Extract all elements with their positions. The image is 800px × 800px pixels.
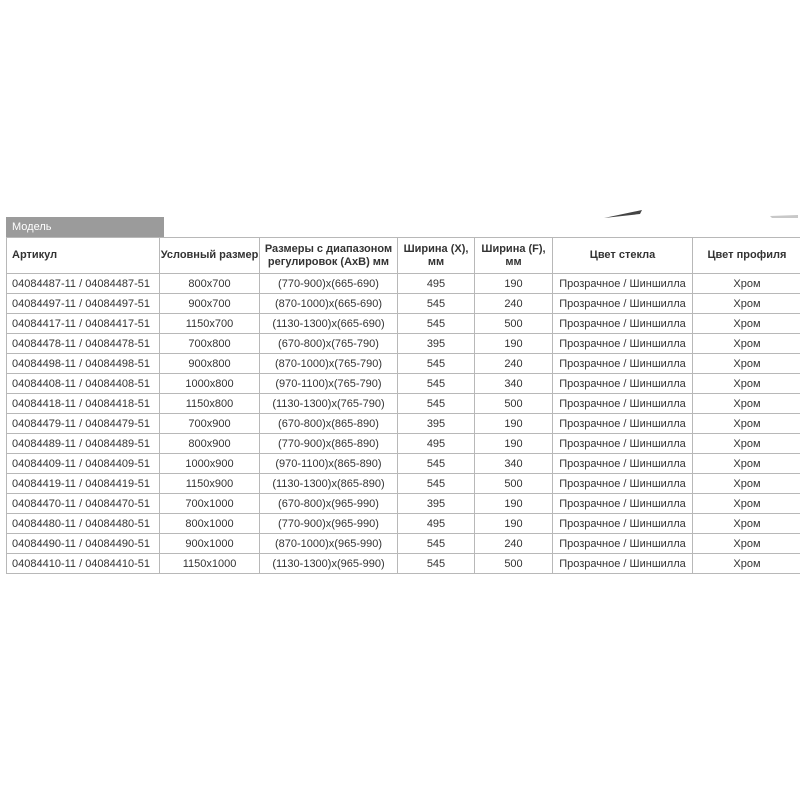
cell-width-x: 495 (398, 274, 475, 294)
cell-profile-color: Хром (693, 454, 800, 474)
cell-adjustable-size: (970-1100)x(865-890) (260, 454, 398, 474)
cell-width-f: 340 (475, 454, 553, 474)
table-row (7, 494, 800, 514)
cell-adjustable-size: (1130-1300)x(665-690) (260, 314, 398, 334)
col-header-article: Артикул (7, 238, 160, 274)
cell-article: 04084479-11 / 04084479-51 (7, 414, 160, 434)
cell-article: 04084497-11 / 04084497-51 (7, 294, 160, 314)
cell-width-f: 190 (475, 434, 553, 454)
cell-glass-color: Прозрачное / Шиншилла (553, 534, 693, 554)
cell-adjustable-size: (1130-1300)x(865-890) (260, 474, 398, 494)
model-section-label: Модель (6, 217, 164, 237)
cell-profile-color: Хром (693, 314, 800, 334)
cell-width-x: 395 (398, 334, 475, 354)
cell-adjustable-size: (770-900)x(665-690) (260, 274, 398, 294)
cell-article: 04084498-11 / 04084498-51 (7, 354, 160, 374)
cell-article: 04084418-11 / 04084418-51 (7, 394, 160, 414)
cell-profile-color: Хром (693, 474, 800, 494)
cell-adjustable-size: (670-800)x(865-890) (260, 414, 398, 434)
cell-nominal-size: 1000x900 (160, 454, 260, 474)
cell-width-f: 340 (475, 374, 553, 394)
cell-article: 04084419-11 / 04084419-51 (7, 474, 160, 494)
cell-article: 04084409-11 / 04084409-51 (7, 454, 160, 474)
cell-glass-color: Прозрачное / Шиншилла (553, 374, 693, 394)
cell-nominal-size: 1000x800 (160, 374, 260, 394)
cell-nominal-size: 1150x800 (160, 394, 260, 414)
cell-adjustable-size: (1130-1300)x(765-790) (260, 394, 398, 414)
cell-width-x: 395 (398, 414, 475, 434)
cell-glass-color: Прозрачное / Шиншилла (553, 354, 693, 374)
cell-width-x: 495 (398, 514, 475, 534)
table-row (7, 434, 800, 454)
col-header-width-f: Ширина (F), мм (475, 238, 553, 274)
cell-adjustable-size: (870-1000)x(965-990) (260, 534, 398, 554)
cell-width-x: 545 (398, 294, 475, 314)
cell-profile-color: Хром (693, 334, 800, 354)
cell-width-f: 240 (475, 534, 553, 554)
cell-adjustable-size: (1130-1300)x(965-990) (260, 554, 398, 574)
table-row (7, 314, 800, 334)
cell-article: 04084490-11 / 04084490-51 (7, 534, 160, 554)
cell-nominal-size: 800x1000 (160, 514, 260, 534)
col-header-profile-color: Цвет профиля (693, 238, 800, 274)
table-row (7, 474, 800, 494)
cell-profile-color: Хром (693, 294, 800, 314)
cell-width-x: 545 (398, 354, 475, 374)
col-header-nominal-size: Условный размер (160, 238, 260, 274)
cell-profile-color: Хром (693, 534, 800, 554)
cell-profile-color: Хром (693, 394, 800, 414)
cell-adjustable-size: (670-800)x(965-990) (260, 494, 398, 514)
col-header-glass-color: Цвет стекла (553, 238, 693, 274)
cell-article: 04084480-11 / 04084480-51 (7, 514, 160, 534)
cell-width-f: 190 (475, 334, 553, 354)
table-header-row (7, 238, 800, 274)
cell-width-f: 190 (475, 494, 553, 514)
cell-article: 04084487-11 / 04084487-51 (7, 274, 160, 294)
col-header-adjustable-size: Размеры с диапазоном регулировок (AxB) мм (260, 238, 398, 274)
cell-glass-color: Прозрачное / Шиншилла (553, 274, 693, 294)
table-row (7, 374, 800, 394)
cell-nominal-size: 900x700 (160, 294, 260, 314)
cell-width-f: 190 (475, 414, 553, 434)
cell-nominal-size: 700x900 (160, 414, 260, 434)
cell-width-f: 240 (475, 294, 553, 314)
table-row (7, 334, 800, 354)
cell-article: 04084417-11 / 04084417-51 (7, 314, 160, 334)
cell-article: 04084408-11 / 04084408-51 (7, 374, 160, 394)
cell-glass-color: Прозрачное / Шиншилла (553, 434, 693, 454)
table-row (7, 354, 800, 374)
table-row (7, 554, 800, 574)
cell-width-f: 190 (475, 274, 553, 294)
col-header-width-x: Ширина (X), мм (398, 238, 475, 274)
table-row (7, 534, 800, 554)
cell-article: 04084489-11 / 04084489-51 (7, 434, 160, 454)
cell-glass-color: Прозрачное / Шиншилла (553, 454, 693, 474)
cell-nominal-size: 1150x900 (160, 474, 260, 494)
cell-width-f: 240 (475, 354, 553, 374)
cell-width-x: 545 (398, 454, 475, 474)
cell-nominal-size: 1150x1000 (160, 554, 260, 574)
cell-nominal-size: 800x700 (160, 274, 260, 294)
cell-glass-color: Прозрачное / Шиншилла (553, 494, 693, 514)
cell-width-x: 545 (398, 554, 475, 574)
cell-adjustable-size: (770-900)x(965-990) (260, 514, 398, 534)
cell-adjustable-size: (870-1000)x(665-690) (260, 294, 398, 314)
specs-table (6, 237, 800, 574)
cell-nominal-size: 900x1000 (160, 534, 260, 554)
specs-table-container (6, 217, 800, 574)
cell-profile-color: Хром (693, 494, 800, 514)
cell-width-f: 500 (475, 394, 553, 414)
cell-adjustable-size: (670-800)x(765-790) (260, 334, 398, 354)
table-row (7, 514, 800, 534)
table-row (7, 414, 800, 434)
table-row (7, 454, 800, 474)
cell-width-f: 500 (475, 554, 553, 574)
cell-article: 04084410-11 / 04084410-51 (7, 554, 160, 574)
cell-glass-color: Прозрачное / Шиншилла (553, 554, 693, 574)
cell-glass-color: Прозрачное / Шиншилла (553, 514, 693, 534)
cell-glass-color: Прозрачное / Шиншилла (553, 414, 693, 434)
cell-nominal-size: 700x1000 (160, 494, 260, 514)
cell-article: 04084478-11 / 04084478-51 (7, 334, 160, 354)
cell-nominal-size: 1150x700 (160, 314, 260, 334)
cell-width-x: 545 (398, 394, 475, 414)
cell-profile-color: Хром (693, 554, 800, 574)
cell-glass-color: Прозрачное / Шиншилла (553, 394, 693, 414)
cell-width-x: 545 (398, 474, 475, 494)
cell-width-x: 545 (398, 534, 475, 554)
cell-width-x: 545 (398, 374, 475, 394)
cell-profile-color: Хром (693, 274, 800, 294)
cell-width-f: 190 (475, 514, 553, 534)
cell-profile-color: Хром (693, 354, 800, 374)
cell-article: 04084470-11 / 04084470-51 (7, 494, 160, 514)
table-row (7, 294, 800, 314)
cell-glass-color: Прозрачное / Шиншилла (553, 294, 693, 314)
cell-profile-color: Хром (693, 374, 800, 394)
cell-glass-color: Прозрачное / Шиншилла (553, 474, 693, 494)
cell-profile-color: Хром (693, 434, 800, 454)
cell-adjustable-size: (970-1100)x(765-790) (260, 374, 398, 394)
table-row (7, 394, 800, 414)
cell-width-x: 495 (398, 434, 475, 454)
table-row (7, 274, 800, 294)
cell-width-f: 500 (475, 314, 553, 334)
cell-nominal-size: 800x900 (160, 434, 260, 454)
cell-nominal-size: 700x800 (160, 334, 260, 354)
cell-width-x: 395 (398, 494, 475, 514)
cell-width-x: 545 (398, 314, 475, 334)
cell-glass-color: Прозрачное / Шиншилла (553, 334, 693, 354)
cell-profile-color: Хром (693, 514, 800, 534)
cell-nominal-size: 900x800 (160, 354, 260, 374)
cell-adjustable-size: (770-900)x(865-890) (260, 434, 398, 454)
cell-glass-color: Прозрачное / Шиншилла (553, 314, 693, 334)
cell-profile-color: Хром (693, 414, 800, 434)
cell-width-f: 500 (475, 474, 553, 494)
cell-adjustable-size: (870-1000)x(765-790) (260, 354, 398, 374)
